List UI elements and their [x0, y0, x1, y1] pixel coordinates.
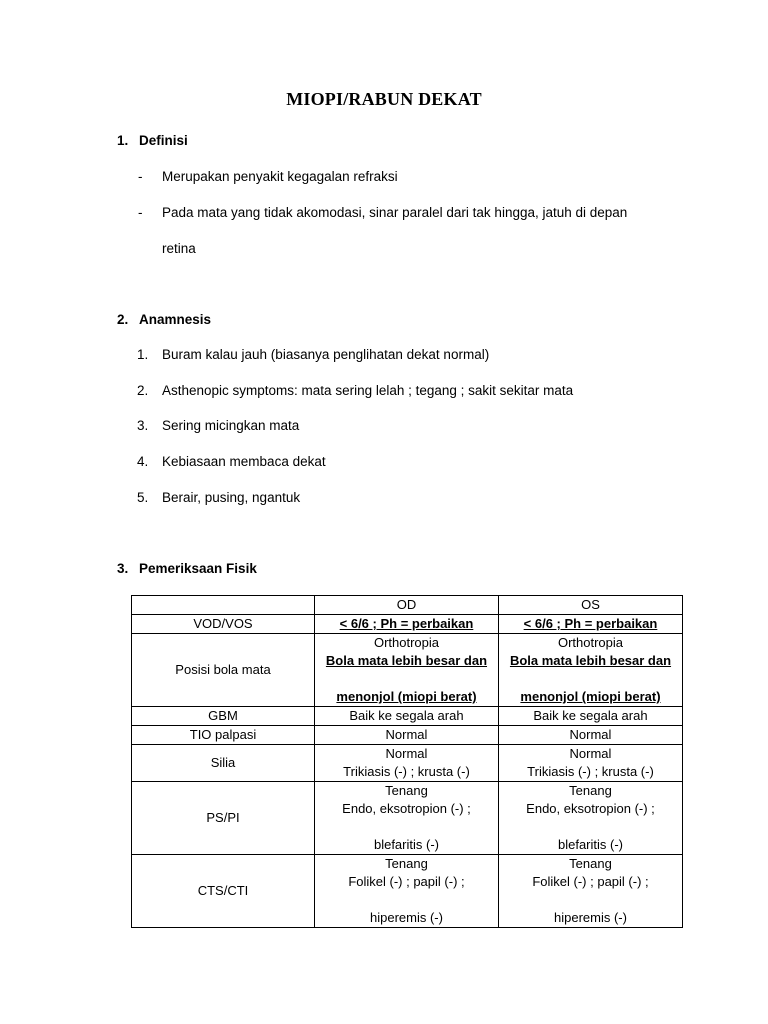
od-value: Tenang [385, 783, 428, 798]
os-value: Endo, eksotropion (-) ; [526, 801, 655, 816]
os-cell: Baik ke segala arah [498, 707, 682, 726]
header-cell-os: OS [498, 596, 682, 615]
section-number: 2. [117, 312, 129, 327]
od-value: Folikel (-) ; papil (-) ; [348, 874, 465, 889]
os-cell [498, 745, 682, 782]
od-value: Normal [385, 746, 428, 761]
physical-exam-table [131, 595, 683, 928]
od-value: blefaritis (-) [373, 837, 439, 852]
row-label: CTS/CTI [132, 855, 315, 928]
item-number: 4. [137, 454, 149, 469]
section-label: Anamnesis [139, 312, 212, 327]
row-label: Silia [132, 745, 315, 782]
item-number: 2. [137, 383, 149, 398]
od-cell: Normal [314, 726, 498, 745]
table-row [132, 634, 683, 707]
os-value: Trikiasis (-) ; krusta (-) [527, 764, 654, 779]
os-cell [498, 855, 682, 928]
od-value: menonjol (miopi berat) [336, 689, 477, 704]
os-cell [498, 782, 682, 855]
od-cell [314, 782, 498, 855]
row-label: PS/PI [132, 782, 315, 855]
item-number: 3. [137, 418, 149, 433]
section-label: Pemeriksaan Fisik [139, 561, 257, 576]
dash-marker: - [138, 205, 143, 220]
od-value: hiperemis (-) [370, 910, 443, 925]
os-value: Bola mata lebih besar dan [509, 653, 672, 668]
table-header-row [132, 596, 683, 615]
os-cell [498, 615, 682, 634]
od-cell [314, 855, 498, 928]
section-pemeriksaan-heading [117, 561, 257, 576]
od-value: < 6/6 ; Ph = perbaikan [339, 616, 474, 631]
table-row [132, 615, 683, 634]
os-value: Normal [569, 746, 612, 761]
od-value: Orthotropia [373, 635, 439, 650]
od-value: Endo, eksotropion (-) ; [342, 801, 471, 816]
od-value: Tenang [385, 856, 428, 871]
document-title: MIOPI/RABUN DEKAT [286, 89, 482, 109]
od-value: Trikiasis (-) ; krusta (-) [343, 764, 470, 779]
definisi-text-2-cont: retina [162, 241, 196, 256]
od-cell [314, 745, 498, 782]
os-value: blefaritis (-) [557, 837, 623, 852]
item-number: 1. [137, 347, 149, 362]
header-cell-od: OD [314, 596, 498, 615]
dash-marker: - [138, 169, 143, 184]
item-text: Berair, pusing, ngantuk [162, 490, 301, 505]
row-label: Posisi bola mata [132, 634, 315, 707]
table-row [132, 745, 683, 782]
table-row [132, 726, 683, 745]
od-cell [314, 615, 498, 634]
os-value: < 6/6 ; Ph = perbaikan [523, 616, 658, 631]
table-row [132, 782, 683, 855]
os-value: menonjol (miopi berat) [520, 689, 661, 704]
section-number: 1. [117, 133, 129, 148]
section-number: 3. [117, 561, 129, 576]
item-text: Buram kalau jauh (biasanya penglihatan dekat normal) [162, 347, 490, 362]
section-definisi-heading [117, 133, 188, 148]
item-text: Asthenopic symptoms: mata sering lelah ; tegang ; sakit sekitar mata [162, 383, 574, 398]
item-text: Sering micingkan mata [162, 418, 300, 433]
od-cell [314, 634, 498, 707]
os-value: Orthotropia [557, 635, 624, 650]
os-cell: Normal [498, 726, 682, 745]
table-row [132, 707, 683, 726]
os-value: Tenang [569, 856, 612, 871]
os-value: Tenang [569, 783, 612, 798]
header-cell-empty [132, 596, 315, 615]
os-cell [498, 634, 682, 707]
row-label: GBM [132, 707, 315, 726]
definisi-text-2: Pada mata yang tidak akomodasi, sinar paralel dari tak hingga, jatuh di depan [162, 205, 628, 220]
definisi-text-1: Merupakan penyakit kegagalan refraksi [162, 169, 398, 184]
table-row [132, 855, 683, 928]
os-value: Folikel (-) ; papil (-) ; [532, 874, 649, 889]
row-label: TIO palpasi [132, 726, 315, 745]
od-cell: Baik ke segala arah [314, 707, 498, 726]
section-label: Definisi [139, 133, 188, 148]
row-label: VOD/VOS [132, 615, 315, 634]
section-anamnesis-heading [117, 312, 212, 327]
item-text: Kebiasaan membaca dekat [162, 454, 326, 469]
od-value: Bola mata lebih besar dan [325, 653, 488, 668]
os-value: hiperemis (-) [554, 910, 627, 925]
item-number: 5. [137, 490, 149, 505]
